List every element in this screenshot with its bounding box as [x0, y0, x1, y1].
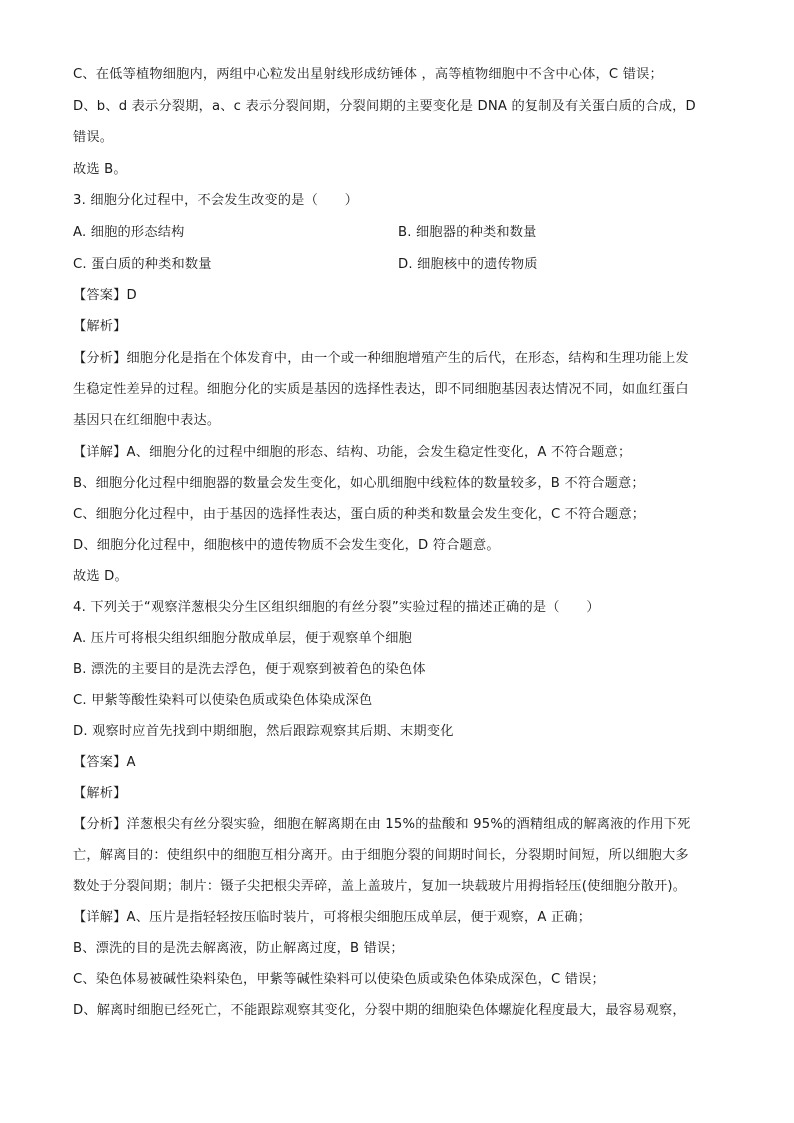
question-3-analysis-heading: 【解析】 [73, 319, 127, 334]
question-4-detail-text: D、解离时细胞已经死亡，不能跟踪观察其变化，分裂中期的细胞染色体螺旋化程度最大，最容易观察， [73, 1003, 686, 1018]
question-3-detail-text: D、细胞分化过程中，细胞核中的遗传物质不会发生变化，D 符合题意。 [73, 538, 500, 553]
question-4-option-b: B. 漂洗的主要目的是洗去浮色，便于观察到被着色的染色体 [73, 662, 426, 677]
question-3-analysis-text: 基因只在红细胞中表达。 [73, 413, 221, 428]
text-line: C、在低等植物细胞内，两组中心粒发出星射线形成纺锤体 ，高等植物细胞中不含中心体，C 错误； [73, 67, 663, 82]
question-4-option-c: C. 甲紫等酸性染料可以使染色质或染色体染成深色 [73, 693, 373, 708]
question-4-analysis-text: 数处于分裂间期；制片：镊子尖把根尖弄碎，盖上盖玻片，复加一块载玻片用拇指轻压(使细胞分散开)。 [73, 879, 687, 894]
text-line: 故选 B。 [73, 162, 127, 177]
question-4-detail-text: C、染色体易被碱性染料染色，甲紫等碱性染料可以使染色质或染色体染成深色，C 错误； [73, 972, 605, 987]
question-3-selection: 故选 D。 [73, 569, 128, 584]
question-4-detail-text: 【详解】A、压片是指轻轻按压临时装片，可将根尖细胞压成单层，便于观察，A 正确； [73, 910, 592, 925]
question-3-option-a: A. 细胞的形态结构 [73, 225, 185, 240]
question-4-analysis-text: 亡，解离目的：使组织中的细胞互相分离开。由于细胞分裂的间期时间长，分裂期时间短，所以细胞大多 [73, 848, 689, 863]
question-4-stem: 4. 下列关于“观察洋葱根尖分生区组织细胞的有丝分裂”实验过程的描述正确的是（ ） [73, 600, 600, 615]
question-3-option-c: C. 蛋白质的种类和数量 [73, 257, 212, 272]
question-3-analysis-text: 【分析】细胞分化是指在个体发育中，由一个或一种细胞增殖产生的后代，在形态，结构和生理功能上发 [73, 351, 689, 366]
question-4-option-d: D. 观察时应首先找到中期细胞，然后跟踪观察其后期、末期变化 [73, 724, 454, 739]
question-4-answer: 【答案】A [73, 755, 136, 770]
question-4-option-a: A. 压片可将根尖组织细胞分散成单层，便于观察单个细胞 [73, 631, 413, 646]
question-3-analysis-text: 生稳定性差异的过程。细胞分化的实质是基因的选择性表达，即不同细胞基因表达情况不同，如血红蛋白 [73, 382, 689, 397]
question-3-detail-text: 【详解】A、细胞分化的过程中细胞的形态、结构、功能，会发生稳定性变化，A 不符合题意； [73, 445, 632, 460]
question-3-answer: 【答案】D [73, 288, 137, 303]
question-3-option-b: B. 细胞器的种类和数量 [398, 225, 537, 240]
question-4-analysis-text: 【分析】洋葱根尖有丝分裂实验，细胞在解离期在由 15%的盐酸和 95%的酒精组成的解离液的作用下死 [73, 817, 691, 832]
question-3-stem: 3. 细胞分化过程中，不会发生改变的是（ ） [73, 193, 359, 208]
question-4-analysis-heading: 【解析】 [73, 786, 127, 801]
text-line: D、b、d 表示分裂期，a、c 表示分裂间期，分裂间期的主要变化是 DNA 的复制及有关蛋白质的合成，D [73, 99, 696, 114]
text-line: 错误。 [73, 130, 114, 145]
question-3-detail-text: C、细胞分化过程中，由于基因的选择性表达，蛋白质的种类和数量会发生变化，C 不符合题意； [73, 507, 646, 522]
question-3-option-d: D. 细胞核中的遗传物质 [398, 257, 538, 272]
question-3-detail-text: B、细胞分化过程中细胞器的数量会发生变化，如心肌细胞中线粒体的数量较多，B 不符合题意； [73, 476, 645, 491]
question-4-detail-text: B、漂洗的目的是洗去解离液，防止解离过度，B 错误； [73, 941, 404, 956]
